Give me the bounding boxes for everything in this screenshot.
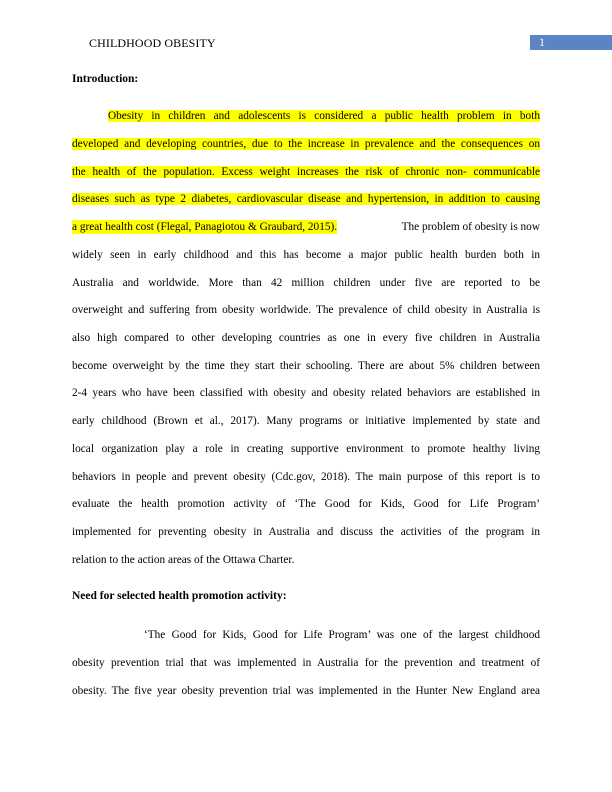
paragraph-line: widely seen in early childhood and this has become a major public health burden both in [72,249,540,261]
running-head: CHILDHOOD OBESITY [89,36,216,50]
paragraph-line: Obesity in children and adolescents is considered a public health problem in both [108,110,540,122]
paragraph-line: a great health cost (Flegal, Panagiotou & Graubard, 2015). The problem of obesity is now [72,221,540,233]
paragraph-line: local organization play a role in creating supportive environment to promote healthy living [72,443,540,455]
paragraph-line: implemented for preventing obesity in Australia and discuss the activities of the program in [72,526,540,538]
paragraph-line: evaluate the health promotion activity of ‘The Good for Kids, Good for Life Program’ [72,498,540,510]
paragraph-line: obesity prevention trial that was implemented in Australia for the prevention and treatment of [72,657,540,669]
paragraph-line: diseases such as type 2 diabetes, cardiovascular disease and hypertension, in addition to causing [72,193,540,205]
paragraph-line: behaviors in people and prevent obesity (Cdc.gov, 2018). The main purpose of this report is to [72,471,540,483]
paragraph-line: ‘The Good for Kids, Good for Life Program’ was one of the largest childhood [144,629,540,641]
paragraph-line: relation to the action areas of the Ottawa Charter. [72,554,295,566]
section-heading-introduction: Introduction: [72,73,139,85]
page-number-badge [530,35,612,50]
paragraph-line: the health of the population. Excess weight increases the risk of chronic non- communicable [72,166,540,178]
paragraph-line: early childhood (Brown et al., 2017). Many programs or initiative implemented by state and [72,415,540,427]
paragraph-line: become overweight by the time they start their schooling. There are about 5% children between [72,360,540,372]
paragraph-line: 2-4 years who have been classified with obesity and obesity related behaviors are established in [72,387,540,399]
section-heading-need: Need for selected health promotion activity: [72,590,287,602]
paragraph-line: obesity. The five year obesity prevention trial was implemented in the Hunter New England area [72,685,540,697]
page-number: 1 [539,35,545,49]
paragraph-line: overweight and suffering from obesity worldwide. The prevalence of child obesity in Australia is [72,304,540,316]
highlighted-citation: a great health cost (Flegal, Panagiotou & Graubard, 2015). [72,221,338,233]
paragraph-line: developed and developing countries, due to the increase in prevalence and the consequences on [72,138,540,150]
paragraph-line: Australia and worldwide. More than 42 million children under five are reported to be [72,277,540,289]
paragraph-line: also high compared to other developing countries as one in every five children in Australia [72,332,540,344]
